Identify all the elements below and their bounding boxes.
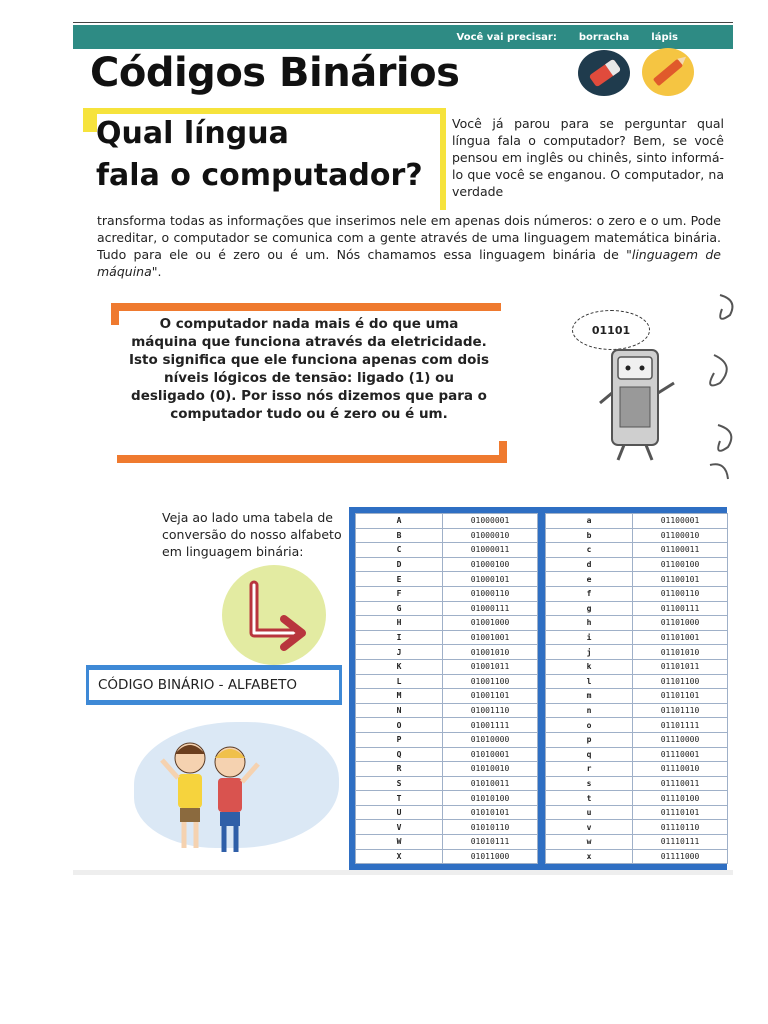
binary-code-cell: 01101001 bbox=[633, 630, 728, 645]
binary-code-cell: 01010001 bbox=[443, 747, 538, 762]
table-row bbox=[356, 586, 538, 601]
letter-cell: T bbox=[356, 791, 443, 806]
decorative-swirls bbox=[700, 285, 740, 485]
binary-code-cell: 01110011 bbox=[633, 776, 728, 791]
table-row bbox=[546, 820, 728, 835]
binary-code-cell: 01101000 bbox=[633, 616, 728, 631]
table-row bbox=[546, 805, 728, 820]
table-row bbox=[356, 732, 538, 747]
letter-cell: m bbox=[546, 689, 633, 704]
letter-cell: M bbox=[356, 689, 443, 704]
pencil-icon bbox=[642, 48, 694, 96]
binary-code-cell: 01101100 bbox=[633, 674, 728, 689]
letter-cell: k bbox=[546, 659, 633, 674]
letter-cell: u bbox=[546, 805, 633, 820]
arrow-icon-background bbox=[222, 565, 326, 665]
binary-code-cell: 01100111 bbox=[633, 601, 728, 616]
letter-cell: K bbox=[356, 659, 443, 674]
letter-cell: G bbox=[356, 601, 443, 616]
page-title: Códigos Binários bbox=[90, 50, 460, 96]
letter-cell: W bbox=[356, 835, 443, 850]
binary-code-cell: 01001100 bbox=[443, 674, 538, 689]
table-row bbox=[356, 703, 538, 718]
table-row bbox=[546, 616, 728, 631]
subtitle-line-1: Qual língua bbox=[96, 116, 289, 151]
table-row bbox=[356, 528, 538, 543]
table-row bbox=[546, 528, 728, 543]
materials-label: Você vai precisar: bbox=[456, 31, 557, 43]
letter-cell: x bbox=[546, 849, 633, 864]
letter-cell: X bbox=[356, 849, 443, 864]
binary-code-cell: 01010111 bbox=[443, 835, 538, 850]
letter-cell: H bbox=[356, 616, 443, 631]
letter-cell: s bbox=[546, 776, 633, 791]
table-row bbox=[546, 514, 728, 529]
letter-cell: I bbox=[356, 630, 443, 645]
table-row bbox=[546, 835, 728, 850]
letter-cell: A bbox=[356, 514, 443, 529]
binary-code-cell: 01010110 bbox=[443, 820, 538, 835]
binary-code-cell: 01100110 bbox=[633, 586, 728, 601]
table-row bbox=[356, 616, 538, 631]
table-row bbox=[356, 776, 538, 791]
letter-cell: l bbox=[546, 674, 633, 689]
table-row bbox=[356, 601, 538, 616]
intro-paragraph-full bbox=[97, 213, 721, 281]
binary-code-cell: 01101101 bbox=[633, 689, 728, 704]
letter-cell: q bbox=[546, 747, 633, 762]
table-row bbox=[356, 543, 538, 558]
letter-cell: S bbox=[356, 776, 443, 791]
letter-cell: F bbox=[356, 586, 443, 601]
letter-cell: C bbox=[356, 543, 443, 558]
intro-paragraph-right: Você já parou para se perguntar qual língua fala o computador? Bem, se você pensou em inglês ou chinês, sinto informá-lo que você se enganou. O computador, na verdade bbox=[452, 116, 724, 199]
letter-cell: h bbox=[546, 616, 633, 631]
letter-cell: b bbox=[546, 528, 633, 543]
letter-cell: f bbox=[546, 586, 633, 601]
subtitle bbox=[96, 113, 423, 197]
material-pencil: lápis bbox=[651, 31, 678, 43]
letter-cell: U bbox=[356, 805, 443, 820]
binary-code-cell: 01101110 bbox=[633, 703, 728, 718]
callout-text: O computador nada mais é do que uma máquina que funciona através da eletricidade. Isto significa que ele funciona apenas com dois níveis lógicos de tensão: ligado (1) ou desligado (0). Por isso nós dizemos que para o computador tudo ou é zero ou é um. bbox=[128, 316, 490, 422]
binary-code-cell: 01100001 bbox=[633, 514, 728, 529]
letter-cell: N bbox=[356, 703, 443, 718]
binary-code-cell: 01001011 bbox=[443, 659, 538, 674]
intro-end: . bbox=[157, 263, 162, 279]
binary-code-cell: 01110111 bbox=[633, 835, 728, 850]
table-row bbox=[356, 514, 538, 529]
table-row bbox=[356, 791, 538, 806]
letter-cell: p bbox=[546, 732, 633, 747]
binary-code-cell: 01001110 bbox=[443, 703, 538, 718]
table-row bbox=[546, 732, 728, 747]
letter-cell: i bbox=[546, 630, 633, 645]
letter-cell: a bbox=[546, 514, 633, 529]
table-row bbox=[546, 762, 728, 777]
table-row bbox=[546, 586, 728, 601]
binary-code-cell: 01001001 bbox=[443, 630, 538, 645]
table-row bbox=[356, 659, 538, 674]
table-row bbox=[546, 674, 728, 689]
letter-cell: B bbox=[356, 528, 443, 543]
table-row bbox=[546, 703, 728, 718]
letter-cell: e bbox=[546, 572, 633, 587]
letter-cell: P bbox=[356, 732, 443, 747]
binary-code-cell: 01010011 bbox=[443, 776, 538, 791]
letter-cell: O bbox=[356, 718, 443, 733]
binary-code-cell: 01001010 bbox=[443, 645, 538, 660]
letter-cell: r bbox=[546, 762, 633, 777]
table-row bbox=[356, 557, 538, 572]
binary-code-cell: 01001101 bbox=[443, 689, 538, 704]
robot-speech-bubble: 01101 bbox=[572, 310, 650, 350]
binary-code-cell: 01100100 bbox=[633, 557, 728, 572]
table-intro-text: Veja ao lado uma tabela de conversão do nosso alfabeto em linguagem binária: bbox=[162, 510, 342, 559]
top-rule bbox=[73, 22, 733, 23]
binary-code-cell: 01000111 bbox=[443, 601, 538, 616]
binary-code-cell: 01010000 bbox=[443, 732, 538, 747]
binary-code-cell: 01000110 bbox=[443, 586, 538, 601]
eraser-icon bbox=[578, 50, 630, 96]
binary-code-cell: 01000101 bbox=[443, 572, 538, 587]
binary-code-cell: 01010100 bbox=[443, 791, 538, 806]
table-row bbox=[356, 674, 538, 689]
binary-code-cell: 01110000 bbox=[633, 732, 728, 747]
table-row bbox=[546, 747, 728, 762]
letter-cell: D bbox=[356, 557, 443, 572]
letter-cell: R bbox=[356, 762, 443, 777]
letter-cell: n bbox=[546, 703, 633, 718]
bottom-rule bbox=[73, 870, 733, 875]
materials-bar bbox=[73, 25, 733, 49]
kids-illustration bbox=[156, 730, 266, 858]
table-row bbox=[356, 718, 538, 733]
letter-cell: E bbox=[356, 572, 443, 587]
table-row bbox=[546, 572, 728, 587]
table-row bbox=[356, 689, 538, 704]
table-row bbox=[356, 572, 538, 587]
binary-code-cell: 01110110 bbox=[633, 820, 728, 835]
binary-code-cell: 01101010 bbox=[633, 645, 728, 660]
table-row bbox=[546, 557, 728, 572]
table-row bbox=[546, 689, 728, 704]
letter-cell: V bbox=[356, 820, 443, 835]
table-row bbox=[356, 645, 538, 660]
table-row bbox=[546, 718, 728, 733]
intro-text: transforma todas as informações que inserimos nele em apenas dois números: o zero e o um. Pode acreditar, o computador se comunica com a gente através de uma linguagem matemática binária. Tudo para ele ou é zero ou é um. Nós chamamos essa linguagem binária de bbox=[97, 213, 721, 262]
letter-cell: c bbox=[546, 543, 633, 558]
binary-code-cell: 01000011 bbox=[443, 543, 538, 558]
table-row bbox=[546, 601, 728, 616]
table-row bbox=[546, 776, 728, 791]
binary-code-cell: 01001111 bbox=[443, 718, 538, 733]
binary-code-cell: 01001000 bbox=[443, 616, 538, 631]
letter-cell: v bbox=[546, 820, 633, 835]
table-row bbox=[356, 820, 538, 835]
table-row bbox=[546, 659, 728, 674]
table-row bbox=[356, 630, 538, 645]
binary-code-cell: 01110100 bbox=[633, 791, 728, 806]
binary-code-cell: 01100101 bbox=[633, 572, 728, 587]
letter-cell: j bbox=[546, 645, 633, 660]
table-row bbox=[546, 645, 728, 660]
table-row bbox=[356, 849, 538, 864]
letter-cell: t bbox=[546, 791, 633, 806]
binary-code-cell: 01000100 bbox=[443, 557, 538, 572]
table-row bbox=[356, 747, 538, 762]
letter-cell: L bbox=[356, 674, 443, 689]
binary-code-cell: 01110101 bbox=[633, 805, 728, 820]
letter-cell: Q bbox=[356, 747, 443, 762]
table-row bbox=[356, 805, 538, 820]
letter-cell: J bbox=[356, 645, 443, 660]
letter-cell: o bbox=[546, 718, 633, 733]
table-row bbox=[546, 543, 728, 558]
binary-code-cell: 01101011 bbox=[633, 659, 728, 674]
binary-code-cell: 01100010 bbox=[633, 528, 728, 543]
table-row bbox=[546, 791, 728, 806]
letter-cell: d bbox=[546, 557, 633, 572]
binary-code-cell: 01000010 bbox=[443, 528, 538, 543]
table-row bbox=[356, 762, 538, 777]
alphabet-label-text: CÓDIGO BINÁRIO - ALFABETO bbox=[98, 677, 298, 693]
material-eraser: borracha bbox=[578, 31, 630, 43]
binary-code-cell: 01100011 bbox=[633, 543, 728, 558]
binary-table-panel bbox=[349, 507, 727, 871]
table-row bbox=[546, 630, 728, 645]
robot-illustration bbox=[590, 345, 680, 465]
machine-language-term: "linguagem de máquina" bbox=[97, 246, 721, 279]
binary-code-cell: 01010010 bbox=[443, 762, 538, 777]
table-row bbox=[356, 835, 538, 850]
lowercase-table bbox=[545, 513, 728, 864]
binary-code-cell: 01111000 bbox=[633, 849, 728, 864]
uppercase-table bbox=[355, 513, 538, 864]
subtitle-line-2: fala o computador? bbox=[96, 158, 423, 193]
letter-cell: g bbox=[546, 601, 633, 616]
binary-code-cell: 01101111 bbox=[633, 718, 728, 733]
table-row bbox=[546, 849, 728, 864]
binary-code-cell: 01010101 bbox=[443, 805, 538, 820]
binary-code-cell: 01110001 bbox=[633, 747, 728, 762]
binary-code-cell: 01000001 bbox=[443, 514, 538, 529]
letter-cell: w bbox=[546, 835, 633, 850]
arrow-right-icon bbox=[222, 565, 326, 665]
alphabet-label bbox=[86, 665, 342, 705]
binary-code-cell: 01011000 bbox=[443, 849, 538, 864]
binary-code-cell: 01110010 bbox=[633, 762, 728, 777]
